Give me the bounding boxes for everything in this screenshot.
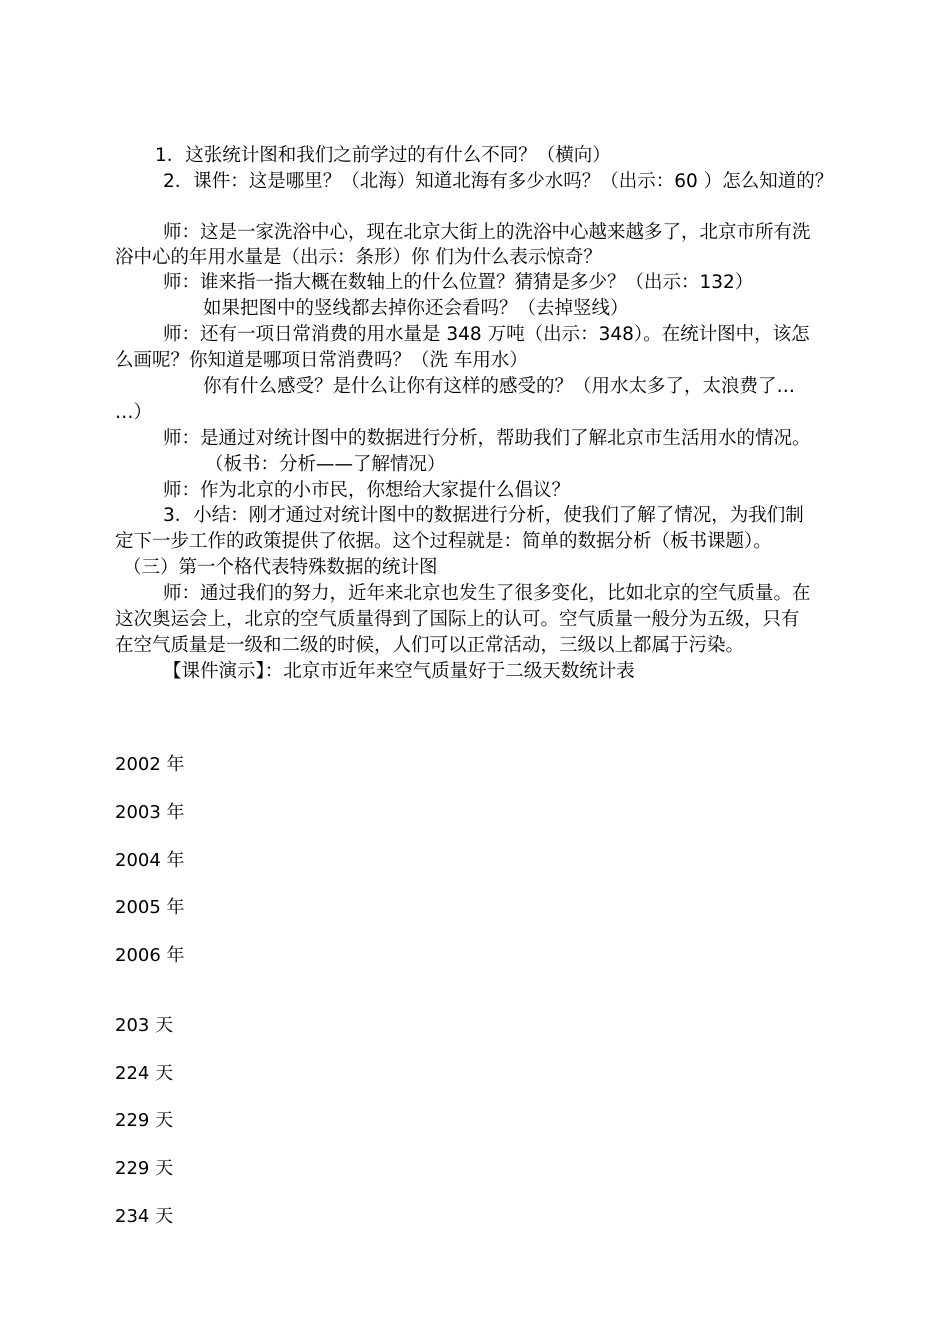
paragraph-18: 这次奥运会上，北京的空气质量得到了国际上的认可。空气质量一般分为五级，只有 <box>115 609 800 630</box>
section-heading: （三）第一个格代表特殊数据的统计图 <box>123 557 438 578</box>
days-label: 224 天 <box>115 1063 174 1084</box>
paragraph-4: 浴中心的年用水量是（出示：条形）你 们为什么表示惊奇？ <box>115 247 602 268</box>
days-label: 229 天 <box>115 1158 174 1179</box>
paragraph-2: 2．课件：这是哪里？（北海）知道北海有多少水吗？（出示：60 ）怎么知道的？ <box>163 171 834 192</box>
paragraph-5: 师：谁来指一指大概在数轴上的什么位置？猜猜是多少？（出示：132） <box>163 272 754 293</box>
paragraph-9: 你有什么感受？是什么让你有这样的感受的？（用水太多了，太浪费了… <box>203 376 796 397</box>
paragraph-3: 师：这是一家洗浴中心，现在北京大街上的洗浴中心越来越多了，北京市所有洗 <box>163 222 811 243</box>
paragraph-12: （板书：分析——了解情况） <box>205 454 446 475</box>
paragraph-11: 师：是通过对统计图中的数据进行分析，帮助我们了解北京市生活用水的情况。 <box>163 428 811 449</box>
paragraph-10: …） <box>115 402 153 423</box>
paragraph-13: 师：作为北京的小市民，你想给大家提什么倡议？ <box>163 480 571 501</box>
paragraph-1: 1．这张统计图和我们之前学过的有什么不同？（横向） <box>155 145 611 166</box>
paragraph-15: 定下一步工作的政策提供了依据。这个过程就是：简单的数据分析（板书课题）。 <box>115 531 772 552</box>
paragraph-17: 师：通过我们的努力，近年来北京也发生了很多变化，比如北京的空气质量。在 <box>163 583 811 604</box>
year-label: 2004 年 <box>115 850 185 871</box>
days-label: 234 天 <box>115 1206 174 1227</box>
paragraph-14: 3．小结：刚才通过对统计图中的数据进行分析，使我们了解了情况，为我们制 <box>163 505 804 526</box>
year-label: 2003 年 <box>115 802 185 823</box>
year-label: 2005 年 <box>115 897 185 918</box>
paragraph-19: 在空气质量是一级和二级的时候，人们可以正常活动，三级以上都属于污染。 <box>115 635 745 656</box>
days-label: 229 天 <box>115 1110 174 1131</box>
paragraph-6: 如果把图中的竖线都去掉你还会看吗？（去掉竖线） <box>203 298 629 319</box>
paragraph-7: 师：还有一项日常消费的用水量是 348 万吨（出示：348）。在统计图中，该怎 <box>163 324 810 345</box>
year-label: 2006 年 <box>115 945 185 966</box>
paragraph-8: 么画呢？你知道是哪项日常消费吗？（洗 车用水） <box>115 350 528 371</box>
year-label: 2002 年 <box>115 754 185 775</box>
paragraph-20: 【课件演示】：北京市近年来空气质量好于二级天数统计表 <box>163 661 635 682</box>
days-label: 203 天 <box>115 1015 174 1036</box>
